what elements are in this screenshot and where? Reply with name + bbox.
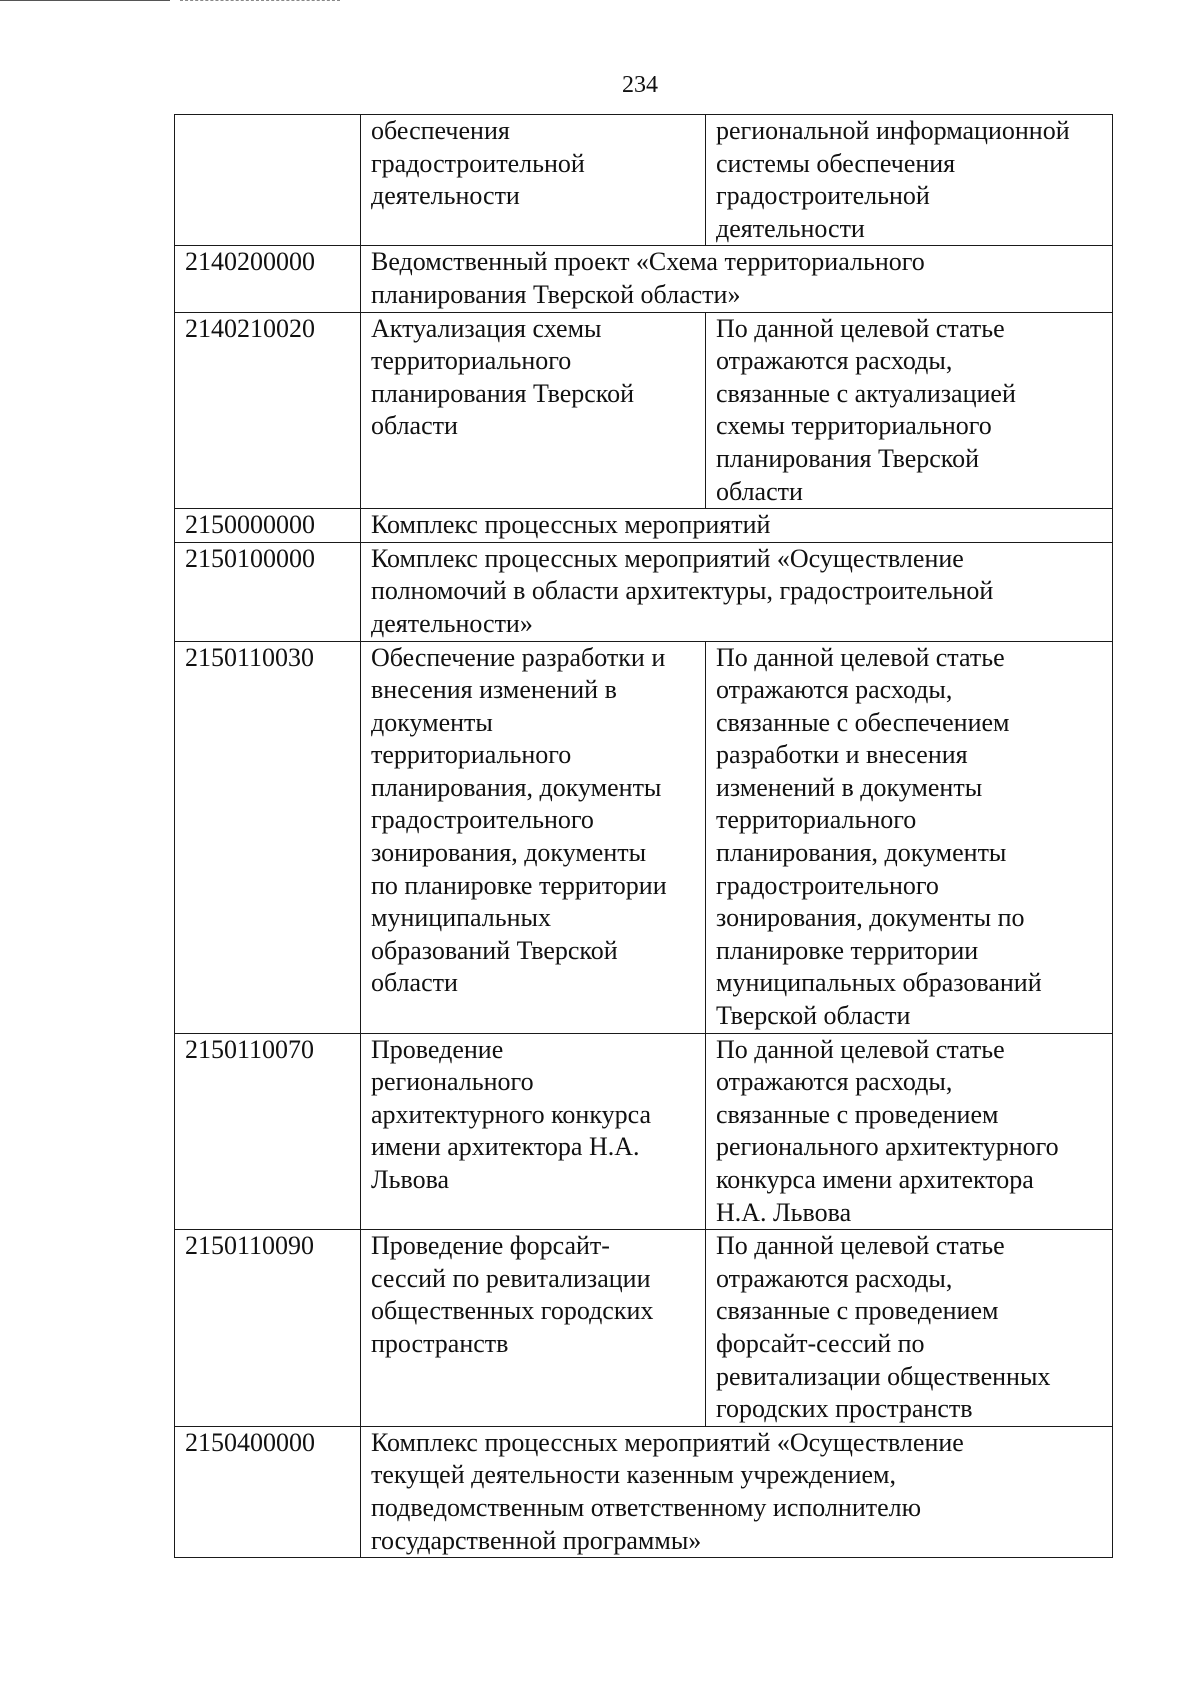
target-article-description <box>706 115 1113 246</box>
target-article-title-text: Комплекс процессных мероприятий «Осуществление текущей деятельности казенным учреждением, подведомственным ответственному исполнителю государственной программы» <box>371 1427 964 1555</box>
target-article-code: 2150400000 <box>175 1426 361 1557</box>
target-article-name <box>361 312 706 509</box>
target-article-code: 2150000000 <box>175 509 361 543</box>
target-article-title <box>361 246 1113 312</box>
target-article-description-text: По данной целевой статье отражаются расходы, связанные с обеспечением разработки и внесения изменений в документы территориального планирования, документы градостроительного зонирования, документы по планировке территории муниципальных образований Тверской области <box>716 642 1042 1031</box>
target-article-code: 2150110070 <box>175 1033 361 1230</box>
target-article-name <box>361 115 706 246</box>
budget-classification-table <box>174 114 1113 1558</box>
target-article-title <box>361 509 1113 543</box>
scan-edge-mark <box>0 0 170 1</box>
table-row <box>175 509 1113 543</box>
target-article-description-text: региональной информационной системы обеспечения градостроительной деятельности <box>716 116 1070 243</box>
target-article-description-text: По данной целевой статье отражаются расходы, связанные с актуализацией схемы территориального планирования Тверской области <box>716 313 1016 506</box>
target-article-description <box>706 1033 1113 1230</box>
target-article-name <box>361 1033 706 1230</box>
target-article-name <box>361 641 706 1033</box>
table-body <box>175 115 1113 1558</box>
target-article-title-text: Комплекс процессных мероприятий <box>371 510 771 540</box>
target-article-code: 2140200000 <box>175 246 361 312</box>
target-article-code: 2140210020 <box>175 312 361 509</box>
table-row <box>175 1033 1113 1230</box>
target-article-description <box>706 1230 1113 1427</box>
target-article-code: 2150100000 <box>175 542 361 641</box>
target-article-title-text: Комплекс процессных мероприятий «Осуществление полномочий в области архитектуры, градостроительной деятельности» <box>371 543 994 638</box>
target-article-name-text: Актуализация схемы территориального планирования Тверской области <box>371 313 635 441</box>
target-article-name-text: Обеспечение разработки и внесения изменений в документы территориального планирования, документы градостроительного зонирования, документы по планировке территории муниципальных образований Тверской области <box>371 642 667 998</box>
target-article-name-text: Проведение форсайт- сессий по ревитализации общественных городских пространств <box>371 1231 654 1358</box>
target-article-name-text: обеспечения градостроительной деятельности <box>371 116 585 211</box>
table-row <box>175 542 1113 641</box>
table-row <box>175 1230 1113 1427</box>
target-article-code <box>175 115 361 246</box>
target-article-title <box>361 542 1113 641</box>
target-article-code: 2150110030 <box>175 641 361 1033</box>
target-article-description <box>706 312 1113 509</box>
target-article-title-text: Ведомственный проект «Схема территориального планирования Тверской области» <box>371 247 925 309</box>
target-article-name-text: Проведение регионального архитектурного конкурса имени архитектора Н.А. Львова <box>371 1034 651 1194</box>
table-row <box>175 312 1113 509</box>
table-row <box>175 1426 1113 1557</box>
target-article-code: 2150110090 <box>175 1230 361 1427</box>
page-number: 234 <box>622 72 658 98</box>
target-article-name <box>361 1230 706 1427</box>
table-row <box>175 115 1113 246</box>
table-row <box>175 641 1113 1033</box>
scan-edge-mark <box>180 0 340 1</box>
target-article-title <box>361 1426 1113 1557</box>
target-article-description <box>706 641 1113 1033</box>
target-article-description-text: По данной целевой статье отражаются расходы, связанные с проведением регионального архитектурного конкурса имени архитектора Н.А. Львова <box>716 1034 1059 1227</box>
target-article-description-text: По данной целевой статье отражаются расходы, связанные с проведением форсайт-сессий по ревитализации общественных городских пространств <box>716 1231 1051 1424</box>
table-row <box>175 246 1113 312</box>
